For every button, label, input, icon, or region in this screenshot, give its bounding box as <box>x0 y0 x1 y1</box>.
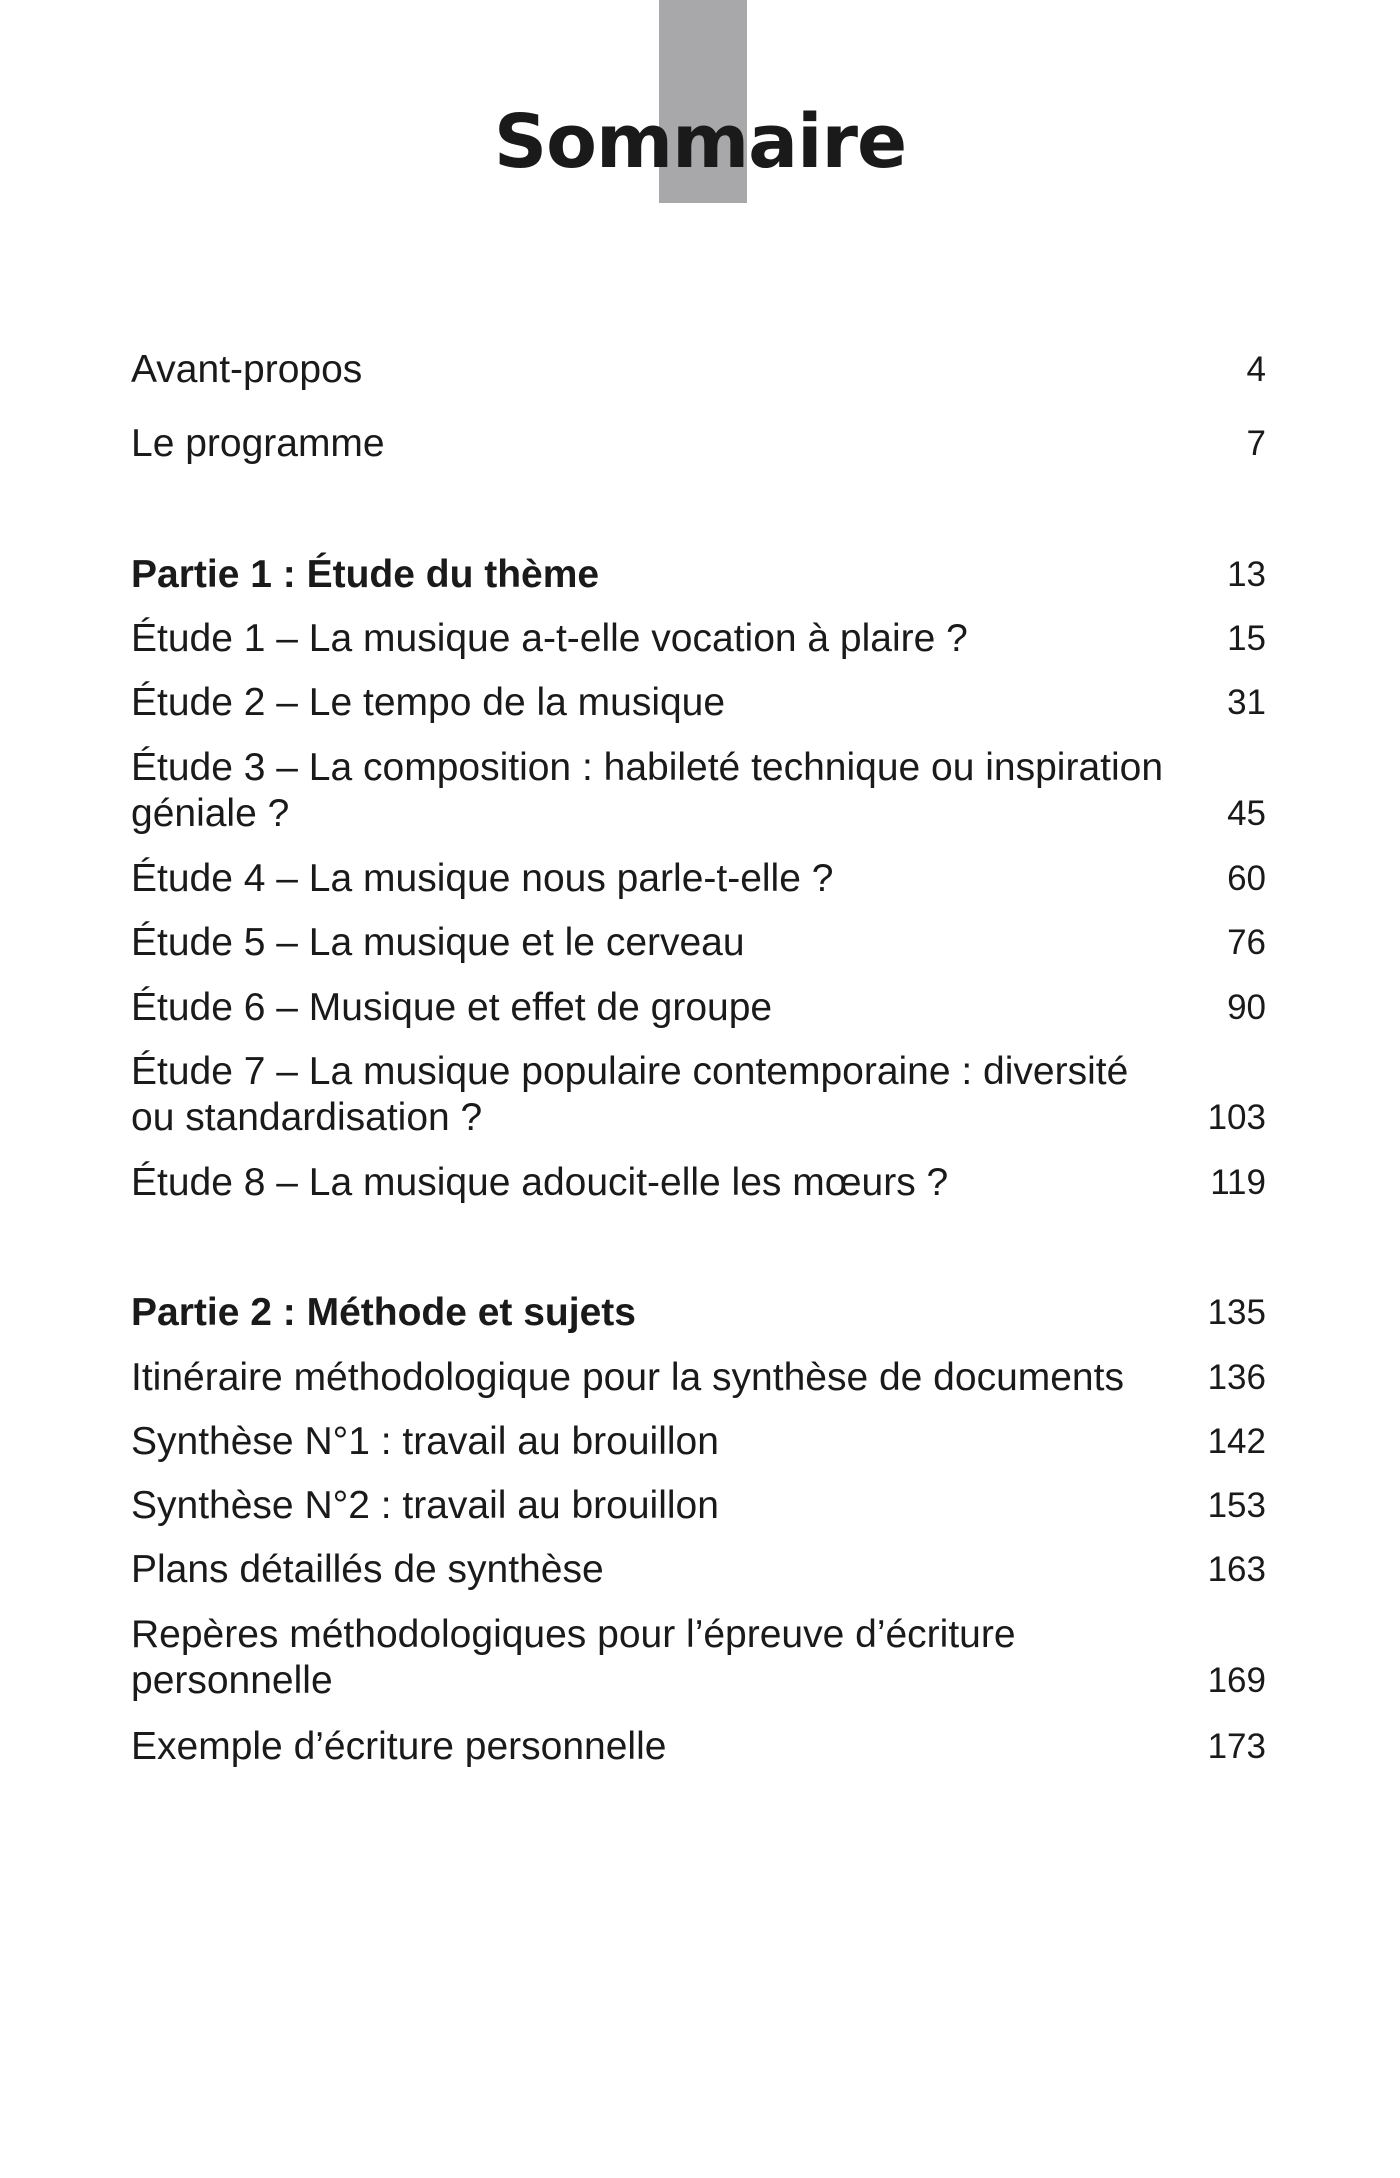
toc-entry-etude-6[interactable] <box>131 985 1266 1031</box>
toc-entry-etude-1[interactable] <box>131 616 1266 662</box>
toc-entry-le-programme[interactable] <box>131 421 1266 467</box>
toc-entry-label-line1: Étude 3 – La composition : habileté technique ou inspiration <box>131 746 1164 789</box>
toc-entry-page: 136 <box>1207 1358 1266 1397</box>
toc-entry-label: Étude 2 – Le tempo de la musique <box>131 681 726 724</box>
page-title: Sommaire <box>493 99 907 185</box>
toc-part-page: 13 <box>1227 555 1266 594</box>
toc-part-1-heading[interactable] <box>131 552 1266 598</box>
toc-part-2-heading[interactable] <box>131 1290 1266 1336</box>
toc-entry-label <box>131 745 1227 837</box>
toc-entry-label: Étude 8 – La musique adoucit-elle les mœurs ? <box>131 1161 949 1204</box>
toc-entry-label: Étude 4 – La musique nous parle-t-elle ? <box>131 857 834 900</box>
toc-entry-page: 153 <box>1207 1486 1266 1525</box>
toc-entry-label: Étude 5 – La musique et le cerveau <box>131 921 745 964</box>
toc-entry-page: 103 <box>1207 1098 1266 1137</box>
toc-entry-synthese-1[interactable] <box>131 1419 1266 1465</box>
toc-entry-page: 76 <box>1227 923 1266 962</box>
toc-entry-label-line1: Étude 7 – La musique populaire contemporaine : diversité <box>131 1050 1129 1093</box>
toc-entry-page: 173 <box>1207 1727 1266 1766</box>
toc-entry-page: 119 <box>1210 1163 1266 1202</box>
toc-entry-label: Le programme <box>131 422 385 465</box>
toc-part-title: Partie 1 : Étude du thème <box>131 553 600 596</box>
toc-entry-page: 15 <box>1227 619 1266 658</box>
toc-entry-label: Avant-propos <box>131 348 363 391</box>
toc-entry-label: Étude 1 – La musique a-t-elle vocation à plaire ? <box>131 617 968 660</box>
toc-entry-label <box>131 1049 1208 1141</box>
toc-entry-etude-4[interactable] <box>131 856 1266 902</box>
toc-entry-exemple[interactable] <box>131 1724 1266 1770</box>
toc-entry-label: Plans détaillés de synthèse <box>131 1548 604 1591</box>
toc-entry-synthese-2[interactable] <box>131 1483 1266 1529</box>
toc-entry-label-line2: géniale ? <box>131 792 290 835</box>
toc-entry-avant-propos[interactable] <box>131 347 1266 393</box>
toc-entry-page: 7 <box>1246 424 1266 463</box>
toc-entry-plans-detailles[interactable] <box>131 1547 1266 1593</box>
toc-entry-label: Synthèse N°2 : travail au brouillon <box>131 1484 719 1527</box>
toc-entry-page: 142 <box>1207 1422 1266 1461</box>
toc-part-page: 135 <box>1207 1293 1266 1332</box>
toc-entry-label-line2: ou standardisation ? <box>131 1096 483 1139</box>
toc-entry-page: 163 <box>1207 1550 1266 1589</box>
toc-entry-etude-7[interactable] <box>131 1049 1266 1141</box>
toc-entry-etude-5[interactable] <box>131 920 1266 966</box>
toc-entry-page: 90 <box>1227 988 1266 1027</box>
toc-entry-itineraire[interactable] <box>131 1355 1266 1401</box>
toc-entry-etude-8[interactable] <box>131 1160 1266 1206</box>
toc-entry-label-line2: personnelle <box>131 1659 333 1702</box>
toc-entry-etude-3[interactable] <box>131 745 1266 837</box>
toc-entry-label: Exemple d’écriture personnelle <box>131 1725 667 1768</box>
toc-entry-label: Itinéraire méthodologique pour la synthèse de documents <box>131 1356 1124 1399</box>
toc-entry-label: Étude 6 – Musique et effet de groupe <box>131 986 773 1029</box>
toc-entry-page: 169 <box>1207 1661 1266 1700</box>
toc-entry-etude-2[interactable] <box>131 680 1266 726</box>
toc-entry-label <box>131 1612 1208 1704</box>
toc-entry-label-line1: Repères méthodologiques pour l’épreuve d’écriture <box>131 1613 1016 1656</box>
toc-part-title: Partie 2 : Méthode et sujets <box>131 1291 636 1334</box>
toc-entry-page: 4 <box>1246 350 1266 389</box>
toc-entry-label: Synthèse N°1 : travail au brouillon <box>131 1420 719 1463</box>
toc-entry-page: 31 <box>1227 683 1266 722</box>
toc-entry-page: 60 <box>1227 859 1266 898</box>
toc-entry-reperes[interactable] <box>131 1612 1266 1704</box>
toc-entry-page: 45 <box>1227 794 1266 833</box>
